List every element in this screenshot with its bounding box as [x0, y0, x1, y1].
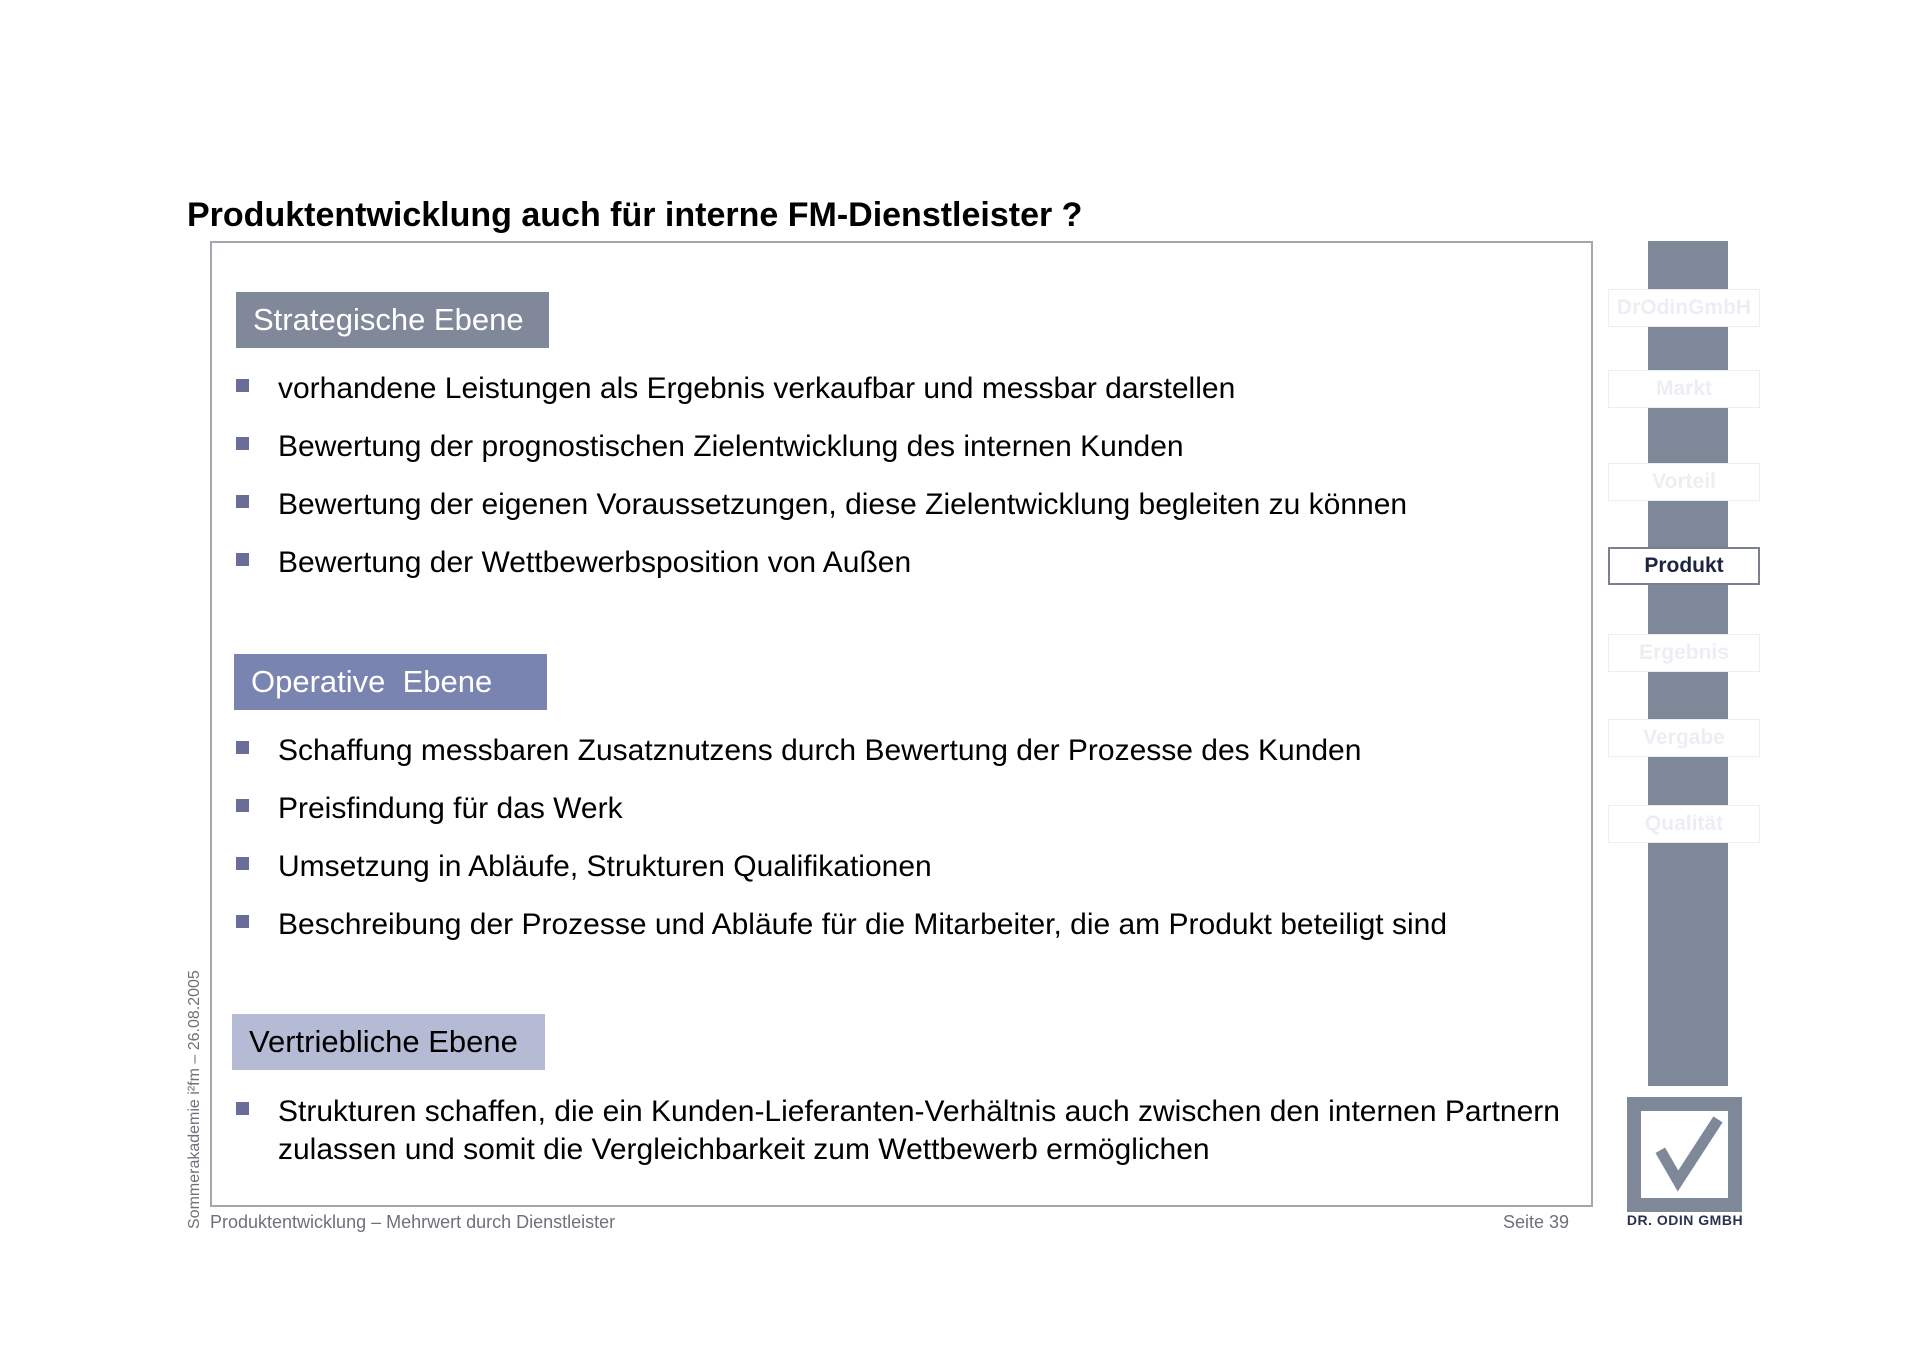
logo-checkmark-icon — [1627, 1097, 1742, 1212]
logo-text: DR. ODIN GMBH — [1626, 1212, 1744, 1228]
nav-item-drodingmbh[interactable]: DrOdinGmbH — [1608, 289, 1760, 327]
nav-item-vorteil[interactable]: Vorteil — [1608, 463, 1760, 501]
bullet-text: Beschreibung der Prozesse und Abläufe für die Mitarbeiter, die am Produkt beteiligt sind — [278, 908, 1448, 941]
nav-item-produkt[interactable]: Produkt — [1608, 547, 1760, 585]
bullet-square-icon — [236, 495, 249, 508]
bullet-square-icon — [236, 437, 249, 450]
bullet-square-icon — [236, 857, 249, 870]
slide-title: Produktentwicklung auch für interne FM-Dienstleister ? — [187, 196, 1083, 234]
bullet-square-icon — [236, 741, 249, 754]
page-number: Seite 39 — [1503, 1212, 1570, 1232]
bullet-text: Strukturen schaffen, die ein Kunden-Lieferanten-Verhältnis auch zwischen den internen Partnern zulassen und somit die Vergleichbarkeit zum Wettbewerb ermöglichen — [278, 1095, 1560, 1166]
bullet-text: Bewertung der Wettbewerbsposition von Außen — [278, 546, 912, 579]
bullet-text: Preisfindung für das Werk — [278, 792, 623, 825]
nav-item-markt[interactable]: Markt — [1608, 370, 1760, 408]
bullet-square-icon — [236, 1102, 249, 1115]
bullet-text: vorhandene Leistungen als Ergebnis verkaufbar und messbar darstellen — [278, 372, 1236, 405]
nav-item-qualitaet[interactable]: Qualität — [1608, 805, 1760, 843]
nav-item-ergebnis[interactable]: Ergebnis — [1608, 634, 1760, 672]
bullet-square-icon — [236, 799, 249, 812]
bullet-text: Umsetzung in Abläufe, Strukturen Qualifikationen — [278, 850, 932, 883]
bullet-square-icon — [236, 915, 249, 928]
footer-title: Produktentwicklung – Mehrwert durch Dienstleister — [210, 1212, 616, 1232]
section-label-operative: Operative Ebene — [234, 654, 547, 710]
bullet-square-icon — [236, 379, 249, 392]
section-label-strategic: Strategische Ebene — [236, 292, 549, 348]
section-label-sales: Vertriebliche Ebene — [232, 1014, 545, 1070]
side-date-text: Sommerakademie i²fm – 26.08.2005 — [186, 970, 203, 1229]
bullet-text: Bewertung der eigenen Voraussetzungen, diese Zielentwicklung begleiten zu können — [278, 488, 1408, 521]
nav-item-vergabe[interactable]: Vergabe — [1608, 719, 1760, 757]
bullet-text: Bewertung der prognostischen Zielentwicklung des internen Kunden — [278, 430, 1184, 463]
bullet-square-icon — [236, 553, 249, 566]
bullet-text: Schaffung messbaren Zusatznutzens durch Bewertung der Prozesse des Kunden — [278, 734, 1362, 767]
